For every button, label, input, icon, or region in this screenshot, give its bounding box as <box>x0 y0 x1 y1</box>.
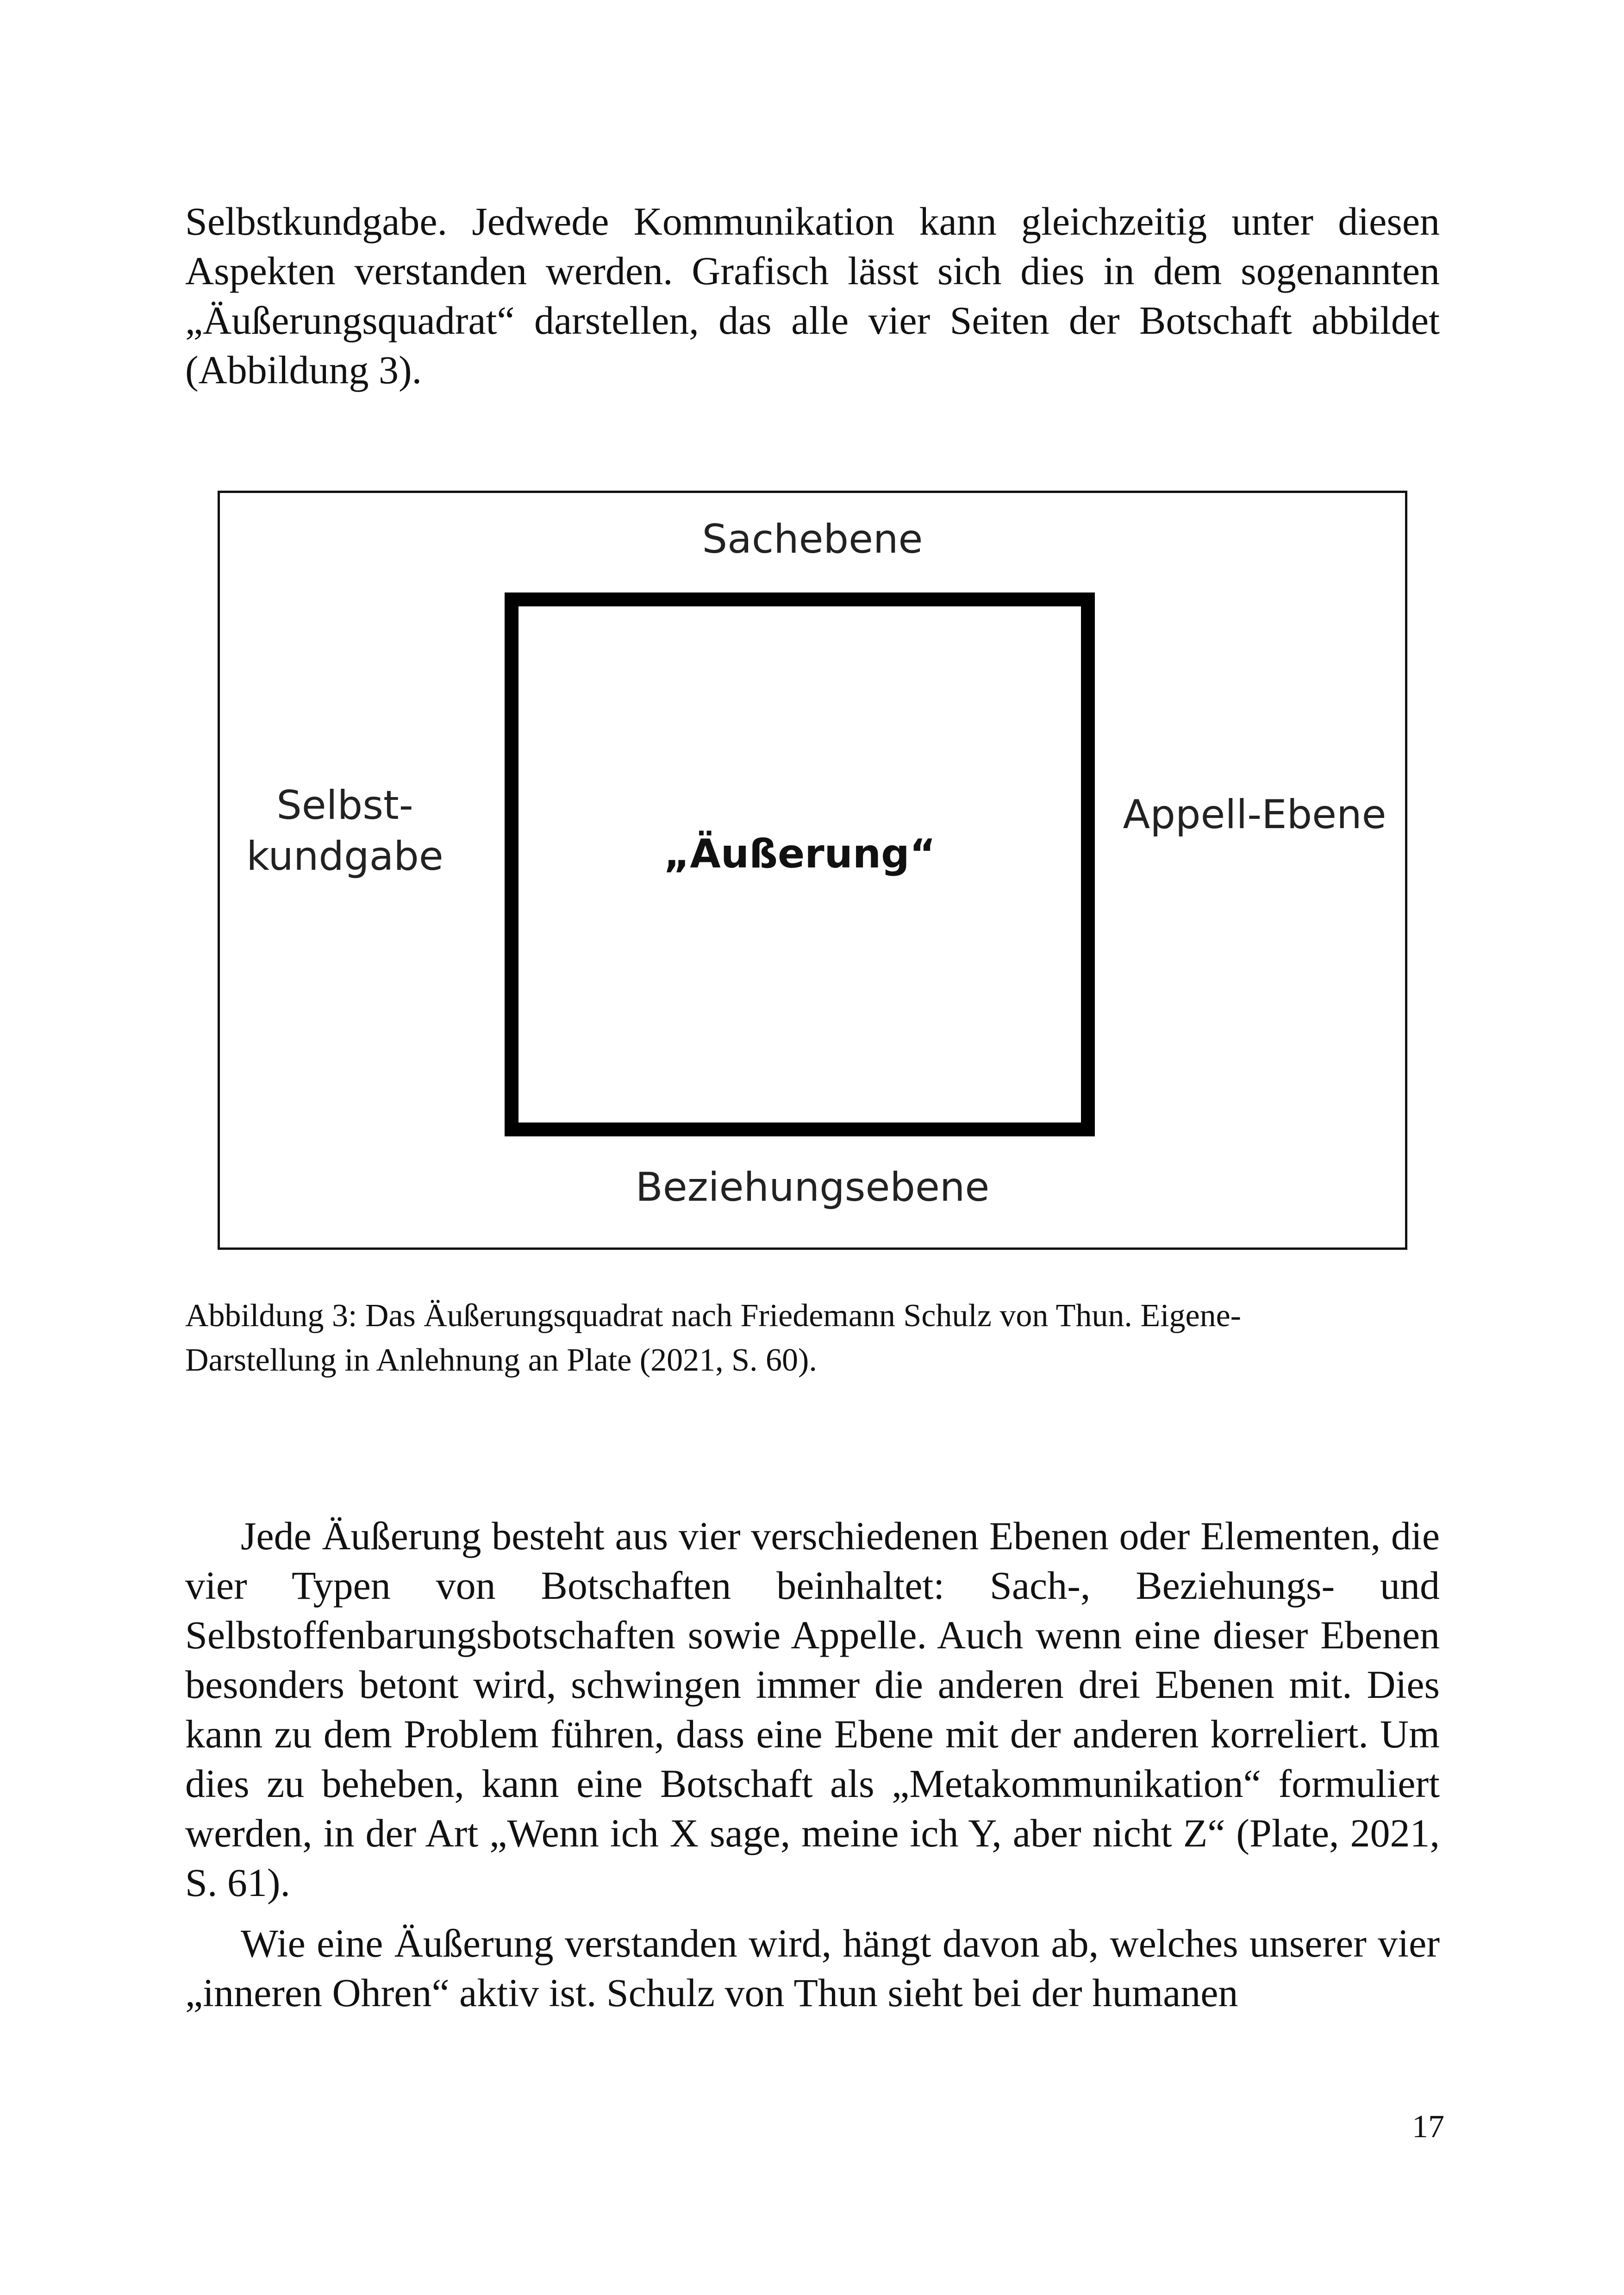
label-selbstkundgabe-line1: Selbst- <box>276 782 413 829</box>
page-number: 17 <box>1412 2109 1444 2145</box>
label-selbstkundgabe-line2: kundgabe <box>246 833 443 879</box>
caption-line1: Abbildung 3: Das Äußerungsquadrat nach Friedemann Schulz von Thun. Eigene- <box>185 1298 1241 1334</box>
paragraph-intro: Selbstkundgabe. Jedwede Kommunikation kann gleichzeitig unter diesen Aspekten verstanden werden. Grafisch lässt sich dies in dem sogenannten „Äußerungsquadrat“ darstellen, das alle vier Seiten der Botschaft abbildet (Abbildung 3). <box>185 199 1440 392</box>
label-selbstkundgabe <box>229 780 461 882</box>
paragraph-1: Jede Äußerung besteht aus vier verschiedenen Ebenen oder Elementen, die vier Typen von Botschaften beinhaltet: Sach-, Beziehungs- und Selbstoffenbarungsbotschaften sowie Appelle. Auch wenn eine dieser Ebenen besonders betont wird, schwingen immer die anderen drei Ebenen mit. Dies kann zu dem Problem führen, dass eine Ebene mit der anderen korreliert. Um dies zu beheben, kann eine Botschaft als „Metakommunikation“ formuliert werden, in der Art „Wenn ich X sage, meine ich Y, aber nicht Z“ (Plate, 2021, S. 61). <box>185 1514 1440 1905</box>
caption-line2: Darstellung in Anlehnung an Plate (2021, S. 60). <box>185 1342 817 1378</box>
label-aeusserung: „Äußerung“ <box>663 831 936 877</box>
figure-aeusserungsquadrat <box>218 491 1407 1250</box>
inner-square <box>505 592 1095 1136</box>
label-beziehungsebene: Beziehungsebene <box>635 1164 990 1210</box>
figure-caption <box>185 1294 1440 1383</box>
label-appell-ebene: Appell-Ebene <box>1123 792 1387 838</box>
paragraph-2: Wie eine Äußerung verstanden wird, hängt davon ab, welches unserer vier „inneren Ohren“ aktiv ist. Schulz von Thun sieht bei der humanen <box>185 1921 1440 2015</box>
label-sachebene: Sachebene <box>702 516 923 562</box>
